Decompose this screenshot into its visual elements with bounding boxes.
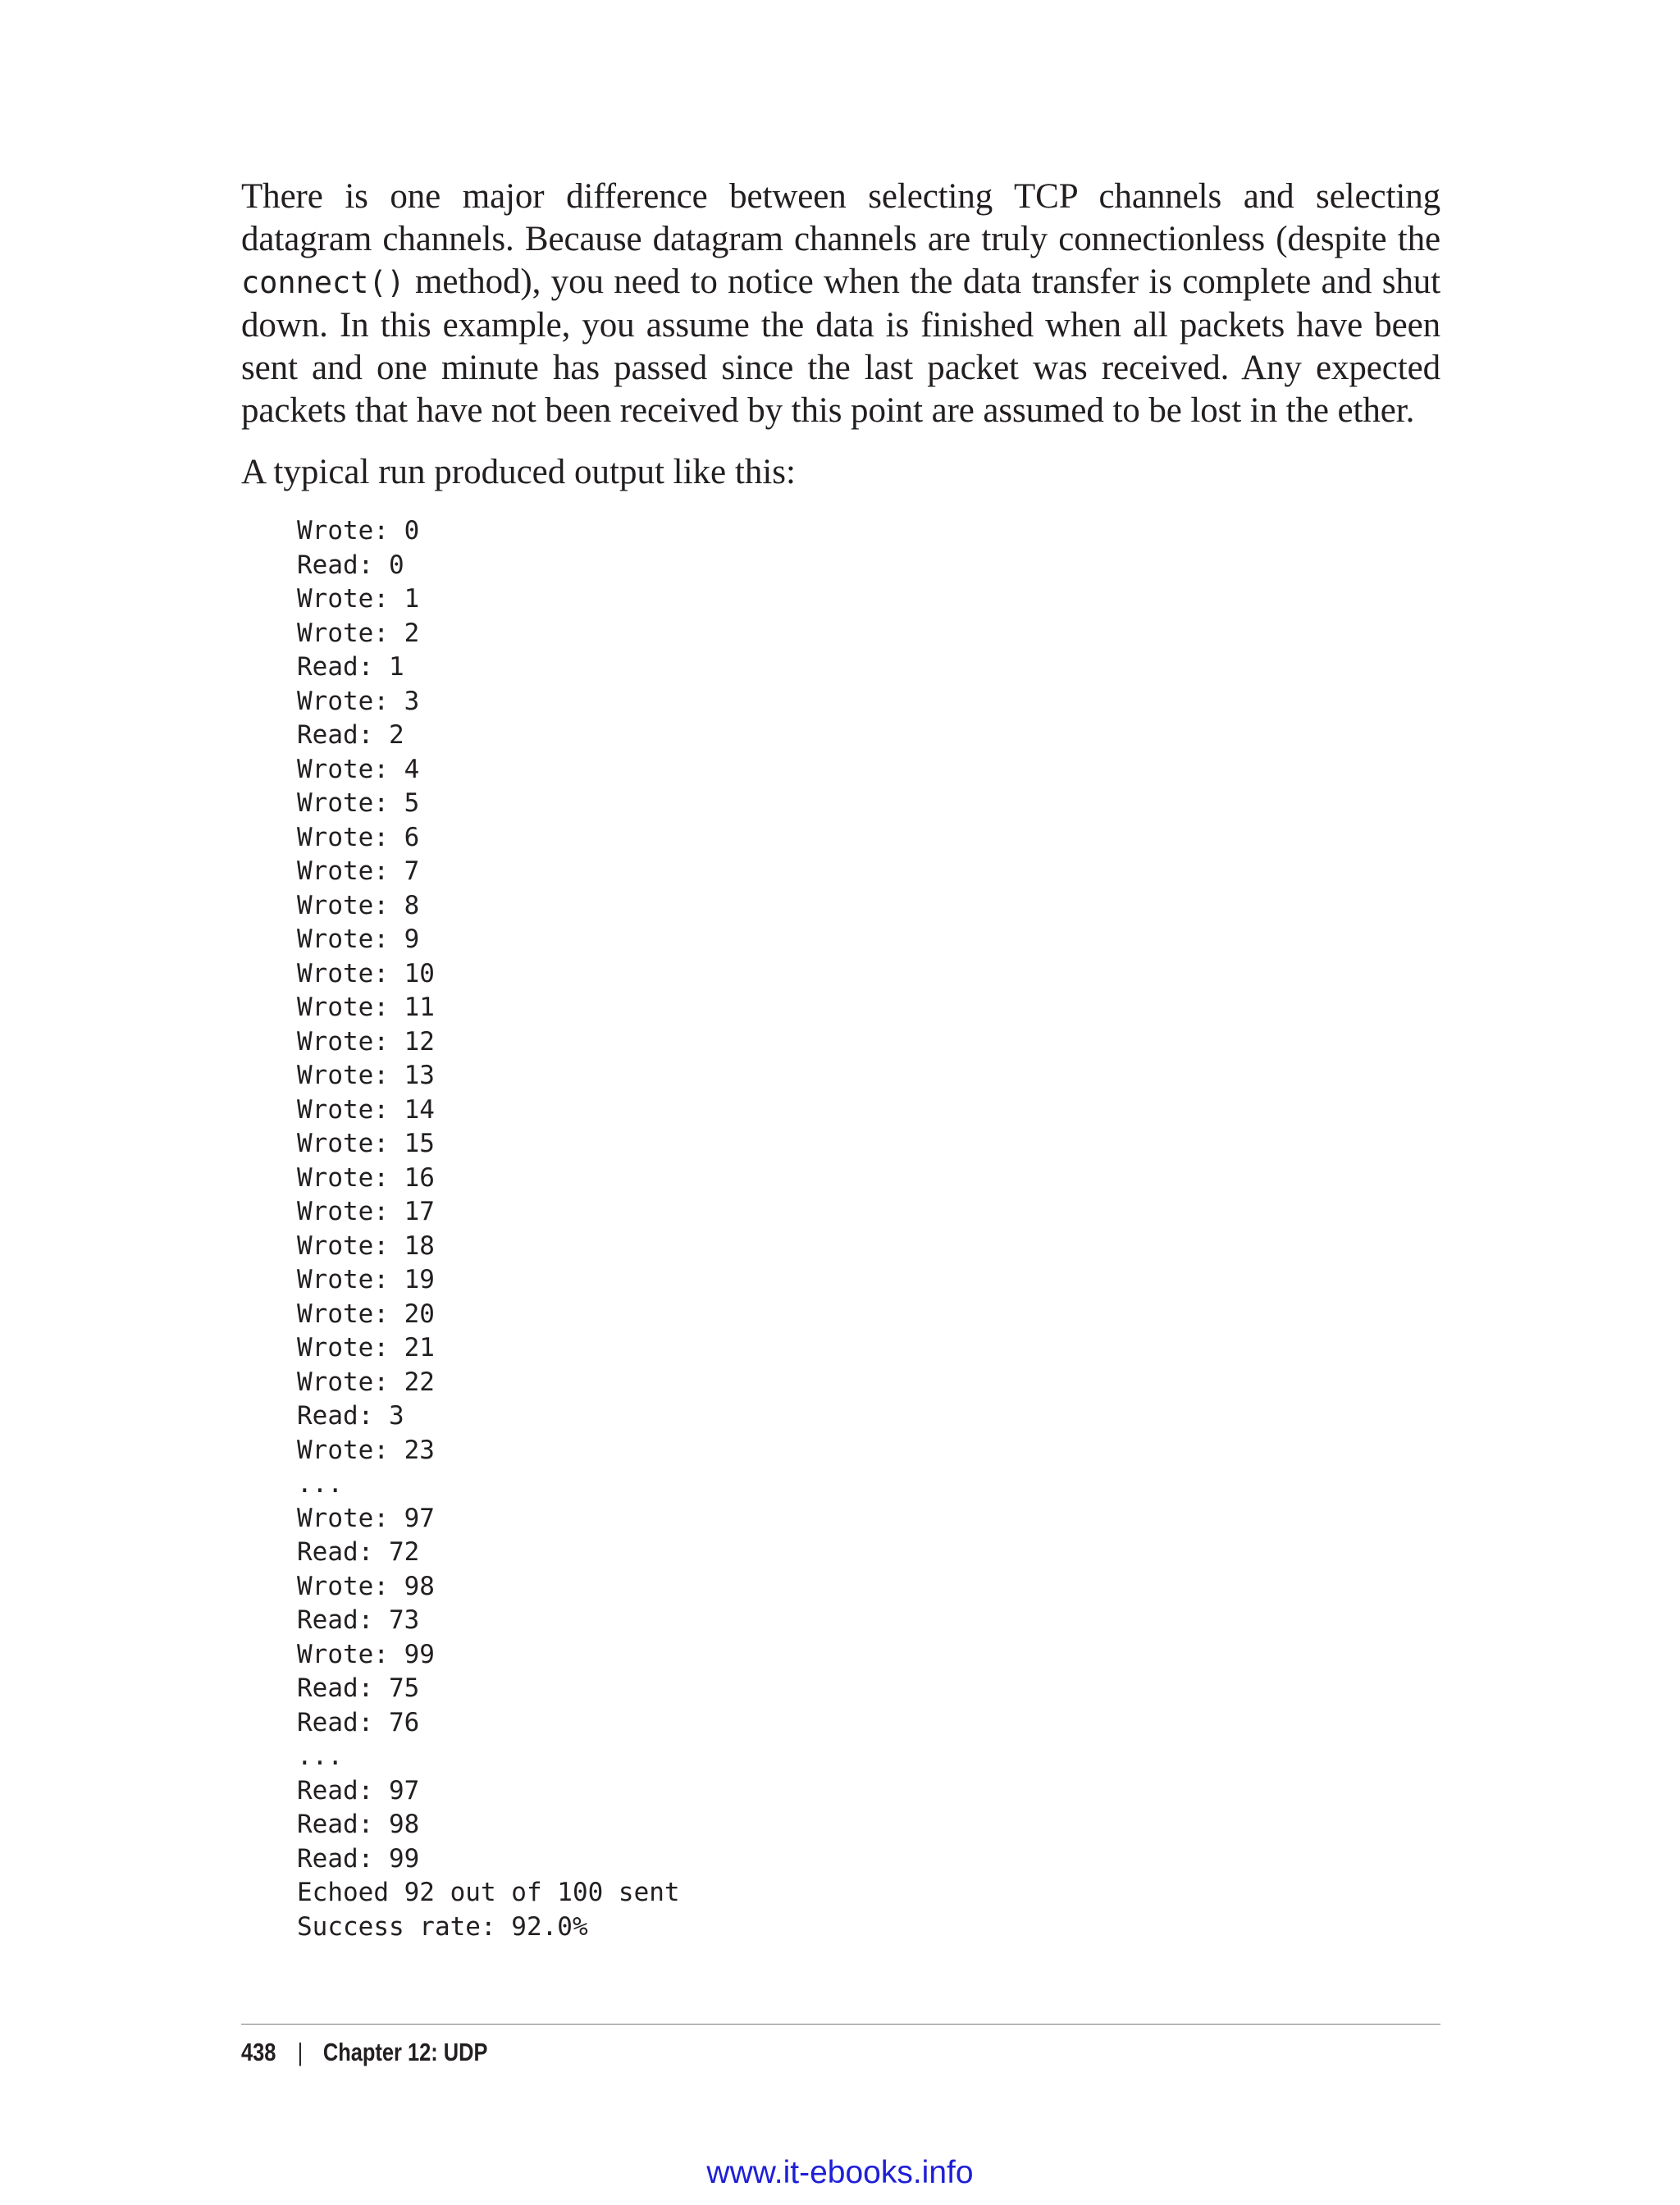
output-line: Wrote: 97: [297, 1503, 435, 1533]
output-line: Read: 75: [297, 1673, 420, 1703]
paragraph-text-start: There is one major difference between selecting TCP channels and selecting datagram channels. Because datagram channels are truly connectionless (despite the: [241, 177, 1440, 258]
watermark-link[interactable]: www.it-ebooks.info: [706, 2155, 974, 2190]
inline-code-connect: connect(): [241, 265, 405, 300]
output-line: Read: 76: [297, 1707, 420, 1737]
paragraph-text-end: method), you need to notice when the data transfer is complete and shut down. In this example, you assume the data is finished when all packets have been sent and one minute has passed since the last packet was received. Any expected packets that have not been received by this point are assumed to be lost in the ether.: [241, 262, 1440, 430]
output-line: Read: 98: [297, 1810, 420, 1839]
output-line: Success rate: 92.0%: [297, 1911, 588, 1942]
output-line: Wrote: 18: [297, 1230, 435, 1261]
output-line: Read: 0: [297, 550, 404, 580]
program-output-listing: [297, 514, 680, 1944]
intro-sentence: A typical run produced output like this:: [241, 453, 796, 491]
output-line: ...: [297, 1469, 343, 1499]
output-line: Wrote: 2: [297, 618, 420, 648]
output-line: ...: [297, 1742, 343, 1771]
output-line: Read: 97: [297, 1775, 420, 1806]
output-line: Wrote: 14: [297, 1094, 435, 1125]
output-line: Wrote: 7: [297, 856, 420, 886]
output-line: Read: 72: [297, 1537, 420, 1567]
output-line: Wrote: 0: [297, 516, 420, 546]
page-footer: [241, 2034, 487, 2070]
footer-divider: [241, 2024, 1440, 2025]
output-line: Wrote: 22: [297, 1367, 435, 1397]
output-line: Wrote: 98: [297, 1571, 435, 1601]
output-line: Wrote: 8: [297, 890, 420, 920]
output-line: Wrote: 1: [297, 584, 420, 614]
output-line: Wrote: 21: [297, 1333, 435, 1363]
footer-separator: |: [297, 2038, 304, 2066]
output-line: Wrote: 9: [297, 924, 420, 954]
output-line: Read: 2: [297, 720, 404, 750]
output-line: Wrote: 5: [297, 788, 420, 818]
output-line: Wrote: 4: [297, 754, 420, 784]
output-line: Read: 73: [297, 1605, 420, 1635]
output-line: Wrote: 3: [297, 686, 420, 716]
output-line: Wrote: 23: [297, 1435, 435, 1465]
output-line: Read: 99: [297, 1843, 420, 1874]
body-paragraph: [241, 176, 1440, 432]
output-line: Wrote: 12: [297, 1026, 435, 1057]
output-line: Wrote: 19: [297, 1265, 435, 1294]
output-line: Echoed 92 out of 100 sent: [297, 1878, 680, 1907]
output-line: Wrote: 17: [297, 1197, 435, 1226]
output-line: Wrote: 10: [297, 958, 435, 988]
output-line: Wrote: 11: [297, 993, 435, 1022]
output-line: Read: 3: [297, 1401, 404, 1431]
output-line: Wrote: 99: [297, 1639, 435, 1669]
page-number: 438: [241, 2038, 276, 2066]
chapter-title: Chapter 12: UDP: [322, 2038, 488, 2066]
output-line: Read: 1: [297, 652, 404, 682]
output-line: Wrote: 6: [297, 822, 420, 852]
output-line: Wrote: 15: [297, 1129, 435, 1158]
output-line: Wrote: 13: [297, 1061, 435, 1090]
output-line: Wrote: 16: [297, 1162, 435, 1193]
output-line: Wrote: 20: [297, 1299, 435, 1329]
